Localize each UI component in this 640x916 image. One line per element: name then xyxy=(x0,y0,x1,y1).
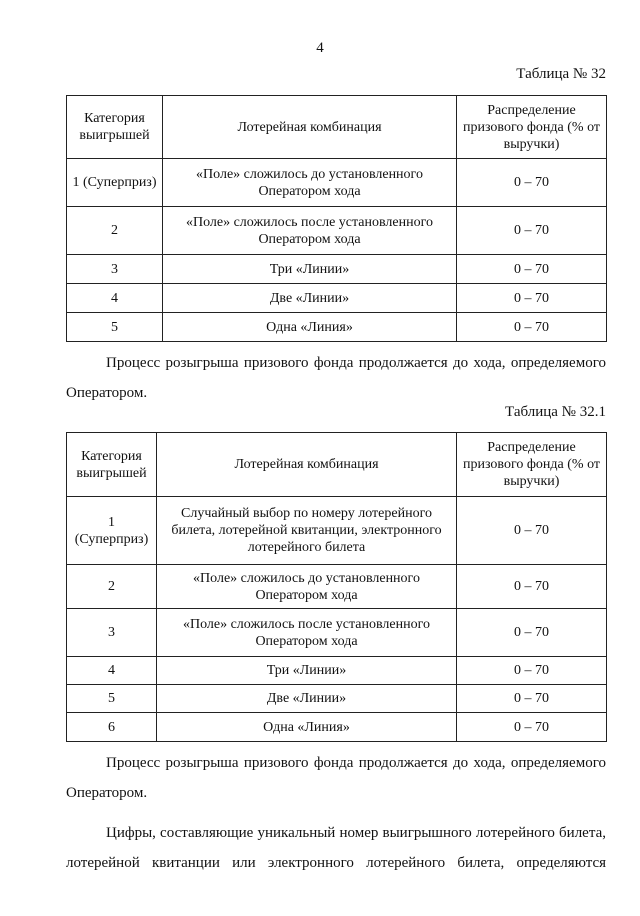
table-32-1-caption: Таблица № 32.1 xyxy=(505,404,606,420)
table-row xyxy=(67,713,607,742)
cell-combination: «Поле» сложилось после установленного Оператором хода xyxy=(163,207,457,255)
cell-category: 3 xyxy=(67,609,157,657)
header-category: Категория выигрышей xyxy=(67,433,157,497)
paragraph-1 xyxy=(66,348,606,408)
table-32 xyxy=(66,95,607,342)
table-row xyxy=(67,284,607,313)
table-row xyxy=(67,657,607,685)
paragraph-3 xyxy=(66,818,606,878)
cell-distribution: 0 – 70 xyxy=(457,159,607,207)
cell-distribution: 0 – 70 xyxy=(457,497,607,565)
table-row xyxy=(67,565,607,609)
cell-category: 3 xyxy=(67,255,163,284)
cell-combination: «Поле» сложилось до установленного Оператором хода xyxy=(163,159,457,207)
table-row xyxy=(67,685,607,713)
cell-combination: Три «Линии» xyxy=(163,255,457,284)
header-combination: Лотерейная комбинация xyxy=(163,96,457,159)
cell-distribution: 0 – 70 xyxy=(457,713,607,742)
cell-category: 1 (Суперприз) xyxy=(67,497,157,565)
table-row xyxy=(67,159,607,207)
cell-combination: Две «Линии» xyxy=(157,685,457,713)
cell-category: 5 xyxy=(67,685,157,713)
paragraph-2 xyxy=(66,748,606,808)
page-number: 4 xyxy=(316,40,324,56)
header-category: Категория выигрышей xyxy=(67,96,163,159)
table-header-row xyxy=(67,96,607,159)
cell-category: 2 xyxy=(67,565,157,609)
paragraph-line: Процесс розыгрыша призового фонда продолжается до хода, определяемого xyxy=(106,355,606,371)
paragraph-line: Оператором. xyxy=(66,385,148,401)
cell-combination: «Поле» сложилось после установленного Оператором хода xyxy=(157,609,457,657)
cell-combination: Одна «Линия» xyxy=(157,713,457,742)
table-row xyxy=(67,609,607,657)
cell-combination: Случайный выбор по номеру лотерейного билета, лотерейной квитанции, электронного лотерейного билета xyxy=(157,497,457,565)
cell-category: 4 xyxy=(67,657,157,685)
cell-distribution: 0 – 70 xyxy=(457,609,607,657)
table-32-1 xyxy=(66,432,607,742)
paragraph-line: Процесс розыгрыша призового фонда продолжается до хода, определяемого xyxy=(106,755,606,771)
table-row xyxy=(67,207,607,255)
cell-distribution: 0 – 70 xyxy=(457,313,607,342)
cell-distribution: 0 – 70 xyxy=(457,255,607,284)
cell-distribution: 0 – 70 xyxy=(457,685,607,713)
table-row xyxy=(67,497,607,565)
header-distribution: Распределение призового фонда (% от выручки) xyxy=(457,433,607,497)
table-header-row xyxy=(67,433,607,497)
table-row xyxy=(67,255,607,284)
header-distribution: Распределение призового фонда (% от выручки) xyxy=(457,96,607,159)
cell-category: 4 xyxy=(67,284,163,313)
paragraph-line: Оператором. xyxy=(66,785,148,801)
cell-category: 5 xyxy=(67,313,163,342)
paragraph-line: лотерейной квитанции или электронного лотерейного билета, определяются xyxy=(66,855,606,871)
cell-combination: Одна «Линия» xyxy=(163,313,457,342)
cell-category: 1 (Суперприз) xyxy=(67,159,163,207)
cell-combination: Две «Линии» xyxy=(163,284,457,313)
paragraph-line: Цифры, составляющие уникальный номер выигрышного лотерейного билета, xyxy=(106,825,606,841)
cell-combination: Три «Линии» xyxy=(157,657,457,685)
table-32-caption: Таблица № 32 xyxy=(516,66,606,82)
table-row xyxy=(67,313,607,342)
cell-distribution: 0 – 70 xyxy=(457,207,607,255)
cell-distribution: 0 – 70 xyxy=(457,657,607,685)
cell-distribution: 0 – 70 xyxy=(457,565,607,609)
cell-category: 2 xyxy=(67,207,163,255)
cell-distribution: 0 – 70 xyxy=(457,284,607,313)
header-combination: Лотерейная комбинация xyxy=(157,433,457,497)
cell-category: 6 xyxy=(67,713,157,742)
cell-combination: «Поле» сложилось до установленного Оператором хода xyxy=(157,565,457,609)
